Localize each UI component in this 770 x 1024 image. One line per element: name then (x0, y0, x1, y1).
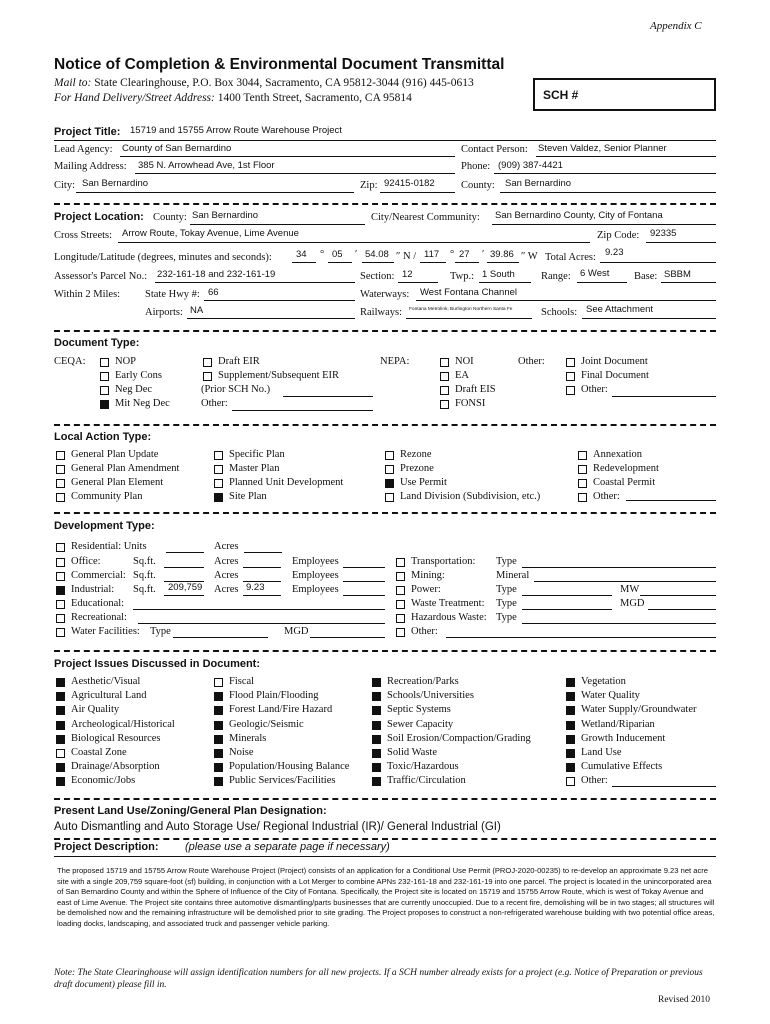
aesthetic-visual-label: Aesthetic/Visual (71, 676, 141, 687)
schools-universities-label: Schools/Universities (387, 690, 474, 702)
specific-plan-label: Specific Plan (229, 449, 285, 460)
twp-label: Twp.: (450, 271, 475, 282)
acres-label: Acres (214, 584, 239, 595)
general-plan-update-label: General Plan Update (71, 449, 159, 460)
phone-label: Phone: (461, 161, 491, 172)
nepa-label: NEPA: (380, 356, 410, 367)
soil-erosion-compaction-grading-label: Soil Erosion/Compaction/Grading (387, 732, 531, 744)
mining-label: Mining: (411, 570, 445, 581)
schools-value[interactable]: See Attachment (586, 304, 654, 315)
site-plan-label: Site Plan (229, 491, 267, 502)
septic-systems-checkbox[interactable] (372, 706, 381, 715)
coastal-permit-checkbox[interactable] (578, 479, 587, 488)
prior-sch-label: (Prior SCH No.) (201, 384, 271, 395)
commercial-checkbox[interactable] (56, 572, 65, 581)
schools-universities-checkbox[interactable] (372, 692, 381, 701)
other-checkbox[interactable] (566, 386, 575, 395)
office-label: Office: (71, 556, 101, 567)
contact-label: Contact Person: (461, 144, 528, 155)
neg-dec-checkbox[interactable] (100, 386, 109, 395)
joint-document-label: Joint Document (581, 356, 648, 367)
residential-units-checkbox[interactable] (56, 543, 65, 552)
specific-plan-checkbox[interactable] (214, 451, 223, 460)
fiscal-label: Fiscal (229, 676, 255, 687)
residential-units-label: Residential: Units (71, 541, 147, 552)
water-supply-groundwater-checkbox[interactable] (566, 706, 575, 715)
railways-value[interactable]: Fontana Metrolink; Burlington Northern Santa Fe (409, 307, 513, 312)
local-action-heading: Local Action Type: (54, 431, 152, 443)
min-symbol-2: ′ (482, 249, 485, 260)
commercial-label: Commercial: (71, 570, 126, 581)
land-division-subdivision-etc-checkbox[interactable] (385, 493, 394, 502)
planned-unit-development-label: Planned Unit Development (229, 477, 344, 488)
general-plan-element-label: General Plan Element (71, 477, 164, 488)
west-symbol: ″ W (521, 251, 538, 262)
septic-systems-label: Septic Systems (387, 704, 451, 716)
lon-degrees[interactable]: 117 (424, 249, 440, 260)
waste-treatment-label: Waste Treatment: (411, 598, 485, 609)
recreation-parks-label: Recreation/Parks (387, 676, 459, 687)
community-value[interactable]: San Bernardino County, City of Fontana (495, 210, 663, 221)
sewer-capacity-label: Sewer Capacity (387, 718, 454, 730)
project-location-heading: Project Location: (54, 211, 144, 223)
deg-symbol-2: ° (450, 249, 455, 260)
draft-eis-checkbox[interactable] (440, 386, 449, 395)
planned-unit-development-checkbox[interactable] (214, 479, 223, 488)
section-label: Section: (360, 271, 395, 282)
form-title: Notice of Completion & Environmental Document Transmittal (54, 56, 505, 73)
north-symbol: ″ N / (396, 251, 417, 262)
ea-label: EA (455, 370, 469, 381)
sqft-label: Sq.ft. (133, 584, 156, 595)
agricultural-land-label: Agricultural Land (71, 690, 147, 702)
mit-neg-dec-label: Mit Neg Dec (115, 398, 170, 409)
mgd-label: MGD (284, 626, 309, 637)
water-facilities-checkbox[interactable] (56, 628, 65, 637)
project-title-label: Project Title: (54, 126, 121, 138)
waterways-value[interactable]: West Fontana Channel (420, 287, 517, 298)
office-checkbox[interactable] (56, 558, 65, 567)
population-housing-balance-checkbox[interactable] (214, 763, 223, 772)
redevelopment-checkbox[interactable] (578, 465, 587, 474)
vegetation-checkbox[interactable] (566, 678, 575, 687)
annexation-checkbox[interactable] (578, 451, 587, 460)
state-hwy-value[interactable]: 66 (208, 287, 219, 298)
general-plan-update-checkbox[interactable] (56, 451, 65, 460)
fiscal-checkbox[interactable] (214, 678, 223, 687)
city-value[interactable]: San Bernardino (82, 178, 149, 189)
lon-seconds[interactable]: 39.86 (490, 249, 514, 260)
project-issues-heading: Project Issues Discussed in Document: (54, 658, 261, 670)
airports-value[interactable]: NA (190, 305, 204, 316)
county-value[interactable]: San Bernardino (505, 178, 572, 189)
water-quality-checkbox[interactable] (566, 692, 575, 701)
deg-symbol: ° (320, 249, 325, 260)
general-plan-amendment-checkbox[interactable] (56, 465, 65, 474)
waste-type-label: Type (496, 598, 517, 609)
zip-value[interactable]: 92415-0182 (384, 178, 435, 189)
location-county-value[interactable]: San Bernardino (192, 210, 259, 221)
note-text: Note: The State Clearinghouse will assign identification numbers for all new projects. If a SCH number already exists for a project (e.g. Notice of Preparation or previous draft document) please fill in. (54, 968, 703, 990)
geologic-seismic-checkbox[interactable] (214, 721, 223, 730)
coastal-zone-checkbox[interactable] (56, 749, 65, 758)
sch-number-box[interactable] (533, 78, 716, 111)
toxic-hazardous-label: Toxic/Hazardous (387, 761, 459, 773)
final-document-label: Final Document (581, 370, 649, 381)
waterways-label: Waterways: (360, 289, 410, 300)
range-value[interactable]: 6 West (580, 268, 610, 279)
other-label: Other: (581, 775, 608, 787)
transport-type-label: Type (496, 556, 517, 567)
location-zip-value[interactable]: 92335 (650, 228, 677, 239)
site-plan-checkbox[interactable] (214, 493, 223, 502)
vegetation-label: Vegetation (581, 676, 626, 687)
ceqa-other-label: Other: (201, 398, 228, 409)
prezone-label: Prezone (400, 463, 434, 474)
acres-label: Acres (214, 570, 239, 581)
water-supply-groundwater-label: Water Supply/Groundwater (581, 704, 697, 716)
economic-jobs-label: Economic/Jobs (71, 775, 136, 787)
recreational-checkbox[interactable] (56, 614, 65, 623)
railways-label: Railways: (360, 307, 402, 318)
range-label: Range: (541, 271, 571, 282)
other-label: Other: (411, 626, 438, 637)
cumulative-effects-label: Cumulative Effects (581, 761, 663, 773)
water-facilities-label: Water Facilities: (71, 626, 140, 637)
power-type-label: Type (496, 584, 517, 595)
prezone-checkbox[interactable] (385, 465, 394, 474)
min-symbol: ′ (355, 249, 358, 260)
ea-checkbox[interactable] (440, 372, 449, 381)
early-cons-checkbox[interactable] (100, 372, 109, 381)
final-document-checkbox[interactable] (566, 372, 575, 381)
noise-label: Noise (229, 747, 254, 758)
land-use-label: Land Use (581, 747, 622, 758)
section-value[interactable]: 12 (402, 269, 413, 280)
growth-inducement-checkbox[interactable] (566, 735, 575, 744)
transportation-checkbox[interactable] (396, 558, 405, 567)
employees-label: Employees (292, 570, 339, 581)
doc-other-label: Other: (518, 356, 545, 367)
draft-eir-label: Draft EIR (218, 356, 260, 367)
cross-streets-label: Cross Streets: (54, 230, 113, 241)
base-label: Base: (634, 271, 658, 282)
transportation-label: Transportation: (411, 556, 476, 567)
mailing-address-value[interactable]: 385 N. Arrowhead Ave, 1st Floor (138, 160, 275, 171)
airports-label: Airports: (145, 307, 183, 318)
phone-value[interactable]: (909) 387-4421 (498, 160, 563, 171)
community-plan-checkbox[interactable] (56, 493, 65, 502)
lon-minutes[interactable]: 27 (459, 249, 470, 260)
draft-eir-checkbox[interactable] (203, 358, 212, 367)
educational-label: Educational: (71, 598, 125, 609)
project-description-subheading: (please use a separate page if necessary) (185, 841, 390, 853)
air-quality-label: Air Quality (71, 704, 120, 716)
draft-eis-label: Draft EIS (455, 384, 496, 395)
industrial-acres-value[interactable]: 9.23 (246, 582, 265, 593)
wetland-riparian-checkbox[interactable] (566, 721, 575, 730)
mailing-address-label: Mailing Address: (54, 161, 127, 172)
biological-resources-label: Biological Resources (71, 732, 161, 744)
power-checkbox[interactable] (396, 586, 405, 595)
apn-label: Assessor's Parcel No.: (54, 271, 148, 282)
redevelopment-label: Redevelopment (593, 463, 659, 474)
waste-mgd-label: MGD (620, 598, 645, 609)
nop-label: NOP (115, 356, 137, 367)
other-label: Other: (581, 384, 608, 395)
neg-dec-label: Neg Dec (115, 384, 153, 395)
document-type-heading: Document Type: (54, 337, 140, 349)
mw-label: MW (620, 584, 640, 595)
flood-plain-flooding-label: Flood Plain/Flooding (229, 690, 319, 702)
master-plan-checkbox[interactable] (214, 465, 223, 474)
latlong-label: Longitude/Latitude (degrees, minutes and seconds): (54, 252, 272, 263)
lead-agency-value[interactable]: County of San Bernardino (122, 143, 232, 154)
minerals-checkbox[interactable] (214, 735, 223, 744)
supplement-subsequent-eir-label: Supplement/Subsequent EIR (218, 370, 340, 381)
general-plan-element-checkbox[interactable] (56, 479, 65, 488)
mining-checkbox[interactable] (396, 572, 405, 581)
geologic-seismic-label: Geologic/Seismic (229, 718, 304, 730)
land-division-subdivision-etc-label: Land Division (Subdivision, etc.) (400, 491, 541, 502)
solid-waste-checkbox[interactable] (372, 749, 381, 758)
land-use-value[interactable]: Auto Dismantling and Auto Storage Use/ Regional Industrial (IR)/ General Industrial (GI) (54, 821, 501, 833)
agricultural-land-checkbox[interactable] (56, 692, 65, 701)
supplement-subsequent-eir-checkbox[interactable] (203, 372, 212, 381)
industrial-label: Industrial: (71, 584, 115, 595)
mit-neg-dec-checkbox[interactable] (100, 400, 109, 409)
use-permit-checkbox[interactable] (385, 479, 394, 488)
forest-land-fire-hazard-checkbox[interactable] (214, 706, 223, 715)
industrial-sqft-value[interactable]: 209,759 (168, 582, 203, 593)
joint-document-checkbox[interactable] (566, 358, 575, 367)
employees-label: Employees (292, 584, 339, 595)
noise-checkbox[interactable] (214, 749, 223, 758)
cumulative-effects-checkbox[interactable] (566, 763, 575, 772)
nop-checkbox[interactable] (100, 358, 109, 367)
water-quality-label: Water Quality (581, 690, 640, 702)
public-services-facilities-checkbox[interactable] (214, 777, 223, 786)
early-cons-label: Early Cons (115, 370, 162, 381)
land-use-heading: Present Land Use/Zoning/General Plan Designation: (54, 805, 327, 817)
location-county-label: County: (153, 212, 187, 223)
noi-checkbox[interactable] (440, 358, 449, 367)
lead-agency-label: Lead Agency: (54, 144, 113, 155)
rezone-label: Rezone (400, 449, 432, 460)
appendix-label: Appendix C (650, 20, 702, 32)
soil-erosion-compaction-grading-checkbox[interactable] (372, 735, 381, 744)
schools-label: Schools: (541, 307, 578, 318)
land-use-checkbox[interactable] (566, 749, 575, 758)
wetland-riparian-label: Wetland/Riparian (581, 718, 655, 730)
drainage-absorption-checkbox[interactable] (56, 763, 65, 772)
growth-inducement-label: Growth Inducement (581, 732, 666, 744)
acres-label: Acres (214, 541, 239, 552)
aesthetic-visual-checkbox[interactable] (56, 678, 65, 687)
educational-checkbox[interactable] (56, 600, 65, 609)
annexation-label: Annexation (593, 449, 642, 460)
total-acres-label: Total Acres: (545, 252, 596, 263)
toxic-hazardous-checkbox[interactable] (372, 763, 381, 772)
mineral-label: Mineral (496, 570, 530, 581)
recreational-label: Recreational: (71, 612, 127, 623)
solid-waste-label: Solid Waste (387, 747, 438, 758)
hand-delivery-line: For Hand Delivery/Street Address: 1400 Tenth Street, Sacramento, CA 95814 (54, 92, 412, 104)
other-label: Other: (593, 491, 620, 502)
sewer-capacity-checkbox[interactable] (372, 721, 381, 730)
sqft-label: Sq.ft. (133, 556, 156, 567)
water-type-label: Type (150, 626, 171, 637)
mail-to-line: Mail to: State Clearinghouse, P.O. Box 3044, Sacramento, CA 95812-3044 (916) 445-0613 (54, 77, 474, 89)
zip-label: Zip: (360, 180, 378, 191)
total-acres-value[interactable]: 9.23 (605, 247, 624, 258)
other-checkbox[interactable] (396, 628, 405, 637)
coastal-zone-label: Coastal Zone (71, 747, 127, 758)
forest-land-fire-hazard-label: Forest Land/Fire Hazard (229, 704, 333, 716)
county-label: County: (461, 180, 495, 191)
revised-label: Revised 2010 (658, 995, 710, 1005)
project-description-heading: Project Description: (54, 841, 159, 853)
lat-degrees[interactable]: 34 (296, 249, 307, 260)
lat-minutes[interactable]: 05 (332, 249, 343, 260)
sqft-label: Sq.ft. (133, 570, 156, 581)
general-plan-amendment-label: General Plan Amendment (71, 463, 180, 474)
archeological-historical-label: Archeological/Historical (71, 718, 175, 730)
traffic-circulation-label: Traffic/Circulation (387, 775, 466, 787)
project-title-value[interactable]: 15719 and 15755 Arrow Route Warehouse Project (130, 125, 342, 136)
twp-value[interactable]: 1 South (482, 269, 515, 280)
population-housing-balance-label: Population/Housing Balance (229, 761, 350, 773)
coastal-permit-label: Coastal Permit (593, 477, 656, 488)
traffic-circulation-checkbox[interactable] (372, 777, 381, 786)
economic-jobs-checkbox[interactable] (56, 777, 65, 786)
ceqa-label: CEQA: (54, 356, 86, 367)
public-services-facilities-label: Public Services/Facilities (229, 775, 336, 787)
other-checkbox[interactable] (566, 777, 575, 786)
noi-label: NOI (455, 356, 474, 367)
hazardous-type-label: Type (496, 612, 517, 623)
community-label: City/Nearest Community: (371, 212, 480, 223)
contact-value[interactable]: Steven Valdez, Senior Planner (538, 143, 667, 154)
industrial-checkbox[interactable] (56, 586, 65, 595)
community-plan-label: Community Plan (71, 491, 143, 502)
city-label: City: (54, 180, 76, 191)
power-label: Power: (411, 584, 441, 595)
project-description-text[interactable]: The proposed 15719 and 15755 Arrow Route Warehouse Project (Project) consists of an application for a Conditional Use Permit (PROJ-2020-00235) to re-develop an approximate 9.23 net acre site with a single 209,759 square-foot (sf) building, in conjunction with a Lot Merger to combine APNs 232-161-18 and 232-161-19 into one parcel. The project is located in the unincorporated area of San Bernardino County and within the Sphere of Influence of the City of Fontana. Specifically, the Project site is located on 15719 and 15755 Arrow Route, which is west of Tokay Avenue and east of Lime Avenue. The Project site contains three automotive dismantling/parts businesses that are currently unoccupied. Due to a recent fire, demolishing will be in two stages; all structures will be demolished now and the remaining infrastructure will be demolished prior to site grading. The Project proposes to construct a non-refrigerated warehouse building with two potential office areas, loading docks, landscaping, and associated truck and passenger vehicle parking. (57, 866, 715, 928)
cross-streets-value[interactable]: Arrow Route, Tokay Avenue, Lime Avenue (122, 228, 299, 239)
sch-label: SCH # (543, 88, 579, 102)
use-permit-label: Use Permit (400, 477, 447, 488)
biological-resources-checkbox[interactable] (56, 735, 65, 744)
apn-value[interactable]: 232-161-18 and 232-161-19 (157, 269, 276, 280)
fonsi-checkbox[interactable] (440, 400, 449, 409)
drainage-absorption-label: Drainage/Absorption (71, 761, 160, 773)
recreation-parks-checkbox[interactable] (372, 678, 381, 687)
fonsi-label: FONSI (455, 398, 486, 409)
location-zip-label: Zip Code: (597, 230, 640, 241)
employees-label: Employees (292, 556, 339, 567)
state-hwy-label: State Hwy #: (145, 289, 200, 300)
rezone-checkbox[interactable] (385, 451, 394, 460)
minerals-label: Minerals (229, 732, 267, 744)
flood-plain-flooding-checkbox[interactable] (214, 692, 223, 701)
hazardous-waste-checkbox[interactable] (396, 614, 405, 623)
other-checkbox[interactable] (578, 493, 587, 502)
archeological-historical-checkbox[interactable] (56, 721, 65, 730)
acres-label: Acres (214, 556, 239, 567)
base-value[interactable]: SBBM (664, 269, 691, 280)
within-2-miles-label: Within 2 Miles: (54, 289, 121, 300)
waste-treatment-checkbox[interactable] (396, 600, 405, 609)
air-quality-checkbox[interactable] (56, 706, 65, 715)
development-type-heading: Development Type: (54, 520, 155, 532)
lat-seconds[interactable]: 54.08 (365, 249, 389, 260)
master-plan-label: Master Plan (229, 463, 280, 474)
hazardous-waste-label: Hazardous Waste: (411, 612, 487, 623)
